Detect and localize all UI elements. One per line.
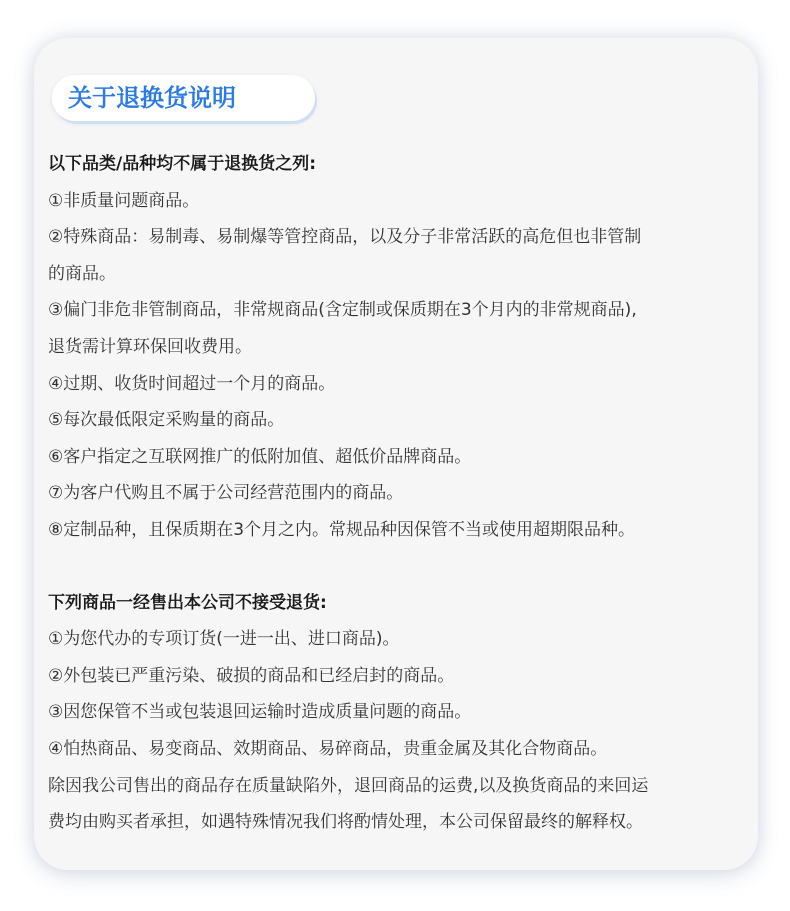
section-spacer bbox=[48, 549, 748, 585]
section1-item: ②特殊商品：易制毒、易制爆等管控商品，以及分子非常活跃的高危但也非管制 bbox=[48, 227, 642, 248]
section1-item: ⑧定制品种，且保质期在3个月之内。常规品种因保管不当或使用超期限品种。 bbox=[48, 519, 636, 540]
section1-item: ⑤每次最低限定采购量的商品。 bbox=[48, 410, 285, 431]
title-badge bbox=[52, 75, 315, 121]
section2-item: ①为您代办的专项订货(一进一出、进口商品)。 bbox=[48, 629, 400, 650]
section2-item: 除因我公司售出的商品存在质量缺陷外，退回商品的运费,以及换货商品的来回运 bbox=[48, 775, 649, 796]
section1-item: ③偏门非危非管制商品，非常规商品(含定制或保质期在3个月内的非常规商品), bbox=[48, 300, 637, 321]
section2-item: ④怕热商品、易变商品、效期商品、易碎商品，贵重金属及其化合物商品。 bbox=[48, 738, 608, 759]
section1-heading: 以下品类/品种均不属于退换货之列: bbox=[48, 154, 317, 174]
section2-heading: 下列商品一经售出本公司不接受退货: bbox=[48, 592, 327, 613]
policy-body bbox=[48, 146, 748, 841]
return-policy-card bbox=[34, 38, 758, 870]
section2-item: ②外包装已严重污染、破损的商品和已经启封的商品。 bbox=[48, 665, 455, 686]
section1-item: 退货需计算环保回收费用。 bbox=[48, 336, 252, 357]
section1-item: ①非质量问题商品。 bbox=[48, 190, 200, 211]
page-title: 关于退换货说明 bbox=[68, 84, 236, 112]
section1-item: ⑥客户指定之互联网推广的低附加值、超低价品牌商品。 bbox=[48, 446, 472, 467]
section1-item: 的商品。 bbox=[48, 263, 116, 284]
section2-item: 费均由购买者承担，如遇特殊情况我们将酌情处理，本公司保留最终的解释权。 bbox=[48, 812, 643, 833]
section1-item: ④过期、收货时间超过一个月的商品。 bbox=[48, 373, 336, 394]
section2-item: ③因您保管不当或包装退回运输时造成质量问题的商品。 bbox=[48, 702, 472, 723]
section1-item: ⑦为客户代购且不属于公司经营范围内的商品。 bbox=[48, 483, 404, 504]
